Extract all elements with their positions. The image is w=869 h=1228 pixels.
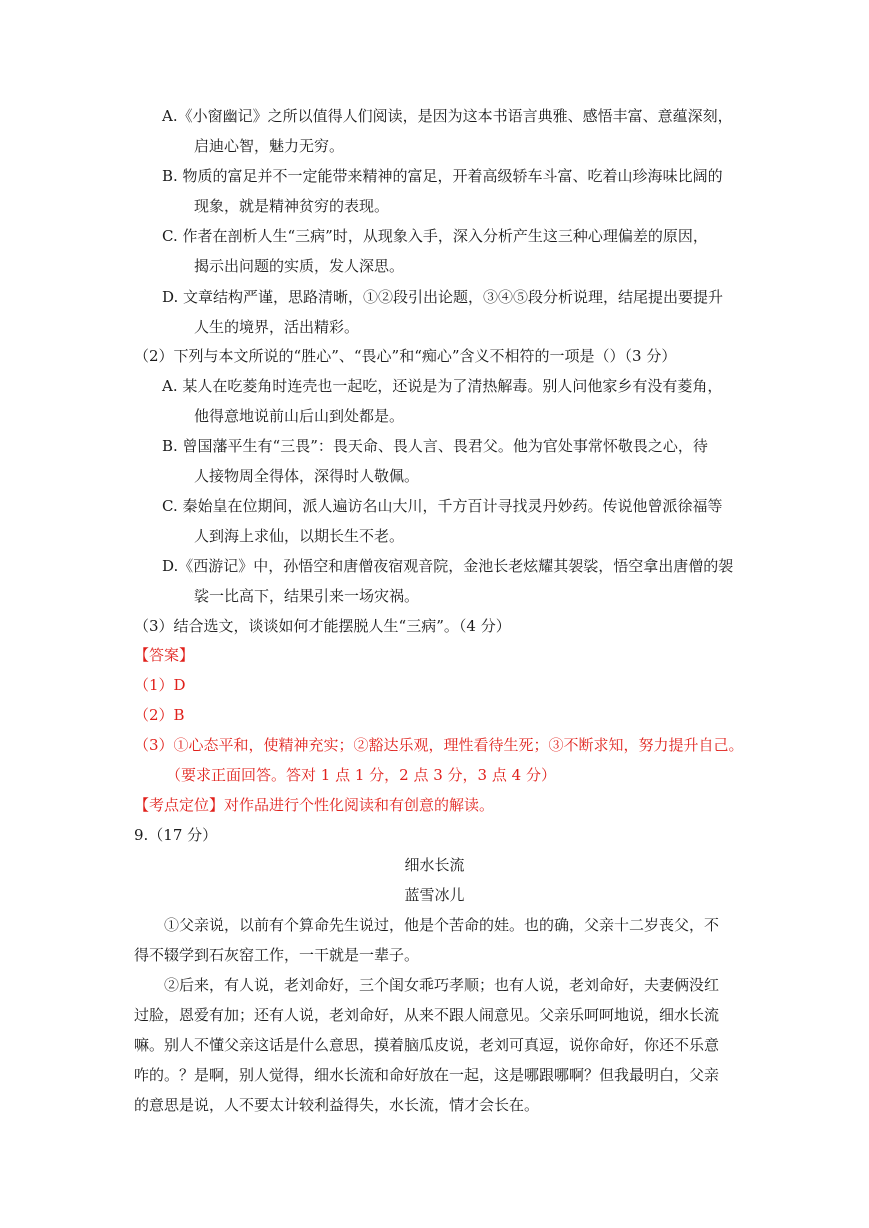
q1-option-c-line-2: 揭示出问题的实质，发人深思。 <box>194 257 405 275</box>
q2-option-a-line-2: 他得意地说前山后山到处都是。 <box>194 407 405 425</box>
paragraph-2-line-4: 咋的。？是啊，别人觉得，细水长流和命好放在一起，这是哪跟哪啊？但我最明白，父亲 <box>134 1066 720 1084</box>
paragraph-1-line-1: ①父亲说，以前有个算命先生说过，他是个苦命的娃。也的确，父亲十二岁丧父，不 <box>164 916 720 934</box>
q2-option-d-line-1: D.《西游记》中，孙悟空和唐僧夜宿观音院，金池长老炫耀其袈裟，悟空拿出唐僧的袈 <box>162 557 734 575</box>
article-title: 细水长流 <box>404 856 465 874</box>
answer-1: （1）D <box>134 676 186 694</box>
q1-option-d-line-1: D. 文章结构严谨，思路清晰，①②段引出论题，③④⑤段分析说理，结尾提出要提升 <box>162 288 724 306</box>
q2-option-d-line-2: 裟一比高下，结果引来一场灾祸。 <box>194 587 420 605</box>
q1-option-b-line-1: B. 物质的富足并不一定能带来精神的富足，开着高级轿车斗富、吃着山珍海味比阔的 <box>162 167 723 185</box>
key-point-text: 对作品进行个性化阅读和有创意的解读。 <box>224 796 495 814</box>
article-author: 蓝雪冰儿 <box>404 886 465 904</box>
q9-header: 9.（17 分） <box>134 826 218 844</box>
q3-stem: （3）结合选文，谈谈如何才能摆脱人生“三病”。（4 分） <box>134 617 511 635</box>
q2-stem: （2）下列与本文所说的“胜心”、“畏心”和“痴心”含义不相符的一项是（）（3 分） <box>134 347 677 365</box>
paragraph-2-line-2: 过脸，恩爱有加；还有人说，老刘命好，从来不跟人闹意见。父亲乐呵呵地说，细水长流 <box>134 1006 720 1024</box>
key-point <box>134 795 494 815</box>
answer-2: （2）B <box>134 706 185 724</box>
answer-3-line-1: （3）①心态平和，使精神充实；②豁达乐观，理性看待生死；③不断求知，努力提升自己。 <box>134 736 744 754</box>
paragraph-2-line-3: 嘛。别人不懂父亲这话是什么意思，摸着脑瓜皮说，老刘可真逗，说你命好，你还不乐意 <box>134 1036 720 1054</box>
paragraph-1-line-2: 得不辍学到石灰窑工作，一干就是一辈子。 <box>134 946 420 964</box>
q1-option-d-line-2: 人生的境界，活出精彩。 <box>194 318 360 336</box>
q2-option-c-line-2: 人到海上求仙，以期长生不老。 <box>194 527 405 545</box>
q2-option-b-line-1: B. 曾国藩平生有“三畏”：畏天命、畏人言、畏君父。他为官处事常怀敬畏之心，待 <box>162 437 708 455</box>
q1-option-a-line-1: A.《小窗幽记》之所以值得人们阅读，是因为这本书语言典雅、感悟丰富、意蕴深刻， <box>162 107 733 125</box>
q2-option-a-line-1: A. 某人在吃菱角时连壳也一起吃，还说是为了清热解毒。别人问他家乡有没有菱角， <box>162 377 723 395</box>
answer-header: 【答案】 <box>134 646 195 664</box>
paragraph-2-line-1: ②后来，有人说，老刘命好，三个闺女乖巧孝顺；也有人说，老刘命好，夫妻俩没红 <box>164 976 720 994</box>
q1-option-b-line-2: 现象，就是精神贫穷的表现。 <box>194 197 390 215</box>
answer-3-line-2: （要求正面回答。答对 1 点 1 分，2 点 3 分，3 点 4 分） <box>166 766 556 784</box>
q1-option-c-line-1: C. 作者在剖析人生“三病”时，从现象入手，深入分析产生这三种心理偏差的原因， <box>162 227 708 245</box>
key-point-label: 【考点定位】 <box>134 796 225 814</box>
q2-option-c-line-1: C. 秦始皇在位期间，派人遍访名山大川，千方百计寻找灵丹妙药。传说他曾派徐福等 <box>162 497 723 515</box>
q2-option-b-line-2: 人接物周全得体，深得时人敬佩。 <box>194 467 420 485</box>
paragraph-2-line-5: 的意思是说，人不要太计较利益得失，水长流，情才会长在。 <box>134 1096 540 1114</box>
q1-option-a-line-2: 启迪心智，魅力无穷。 <box>194 137 345 155</box>
